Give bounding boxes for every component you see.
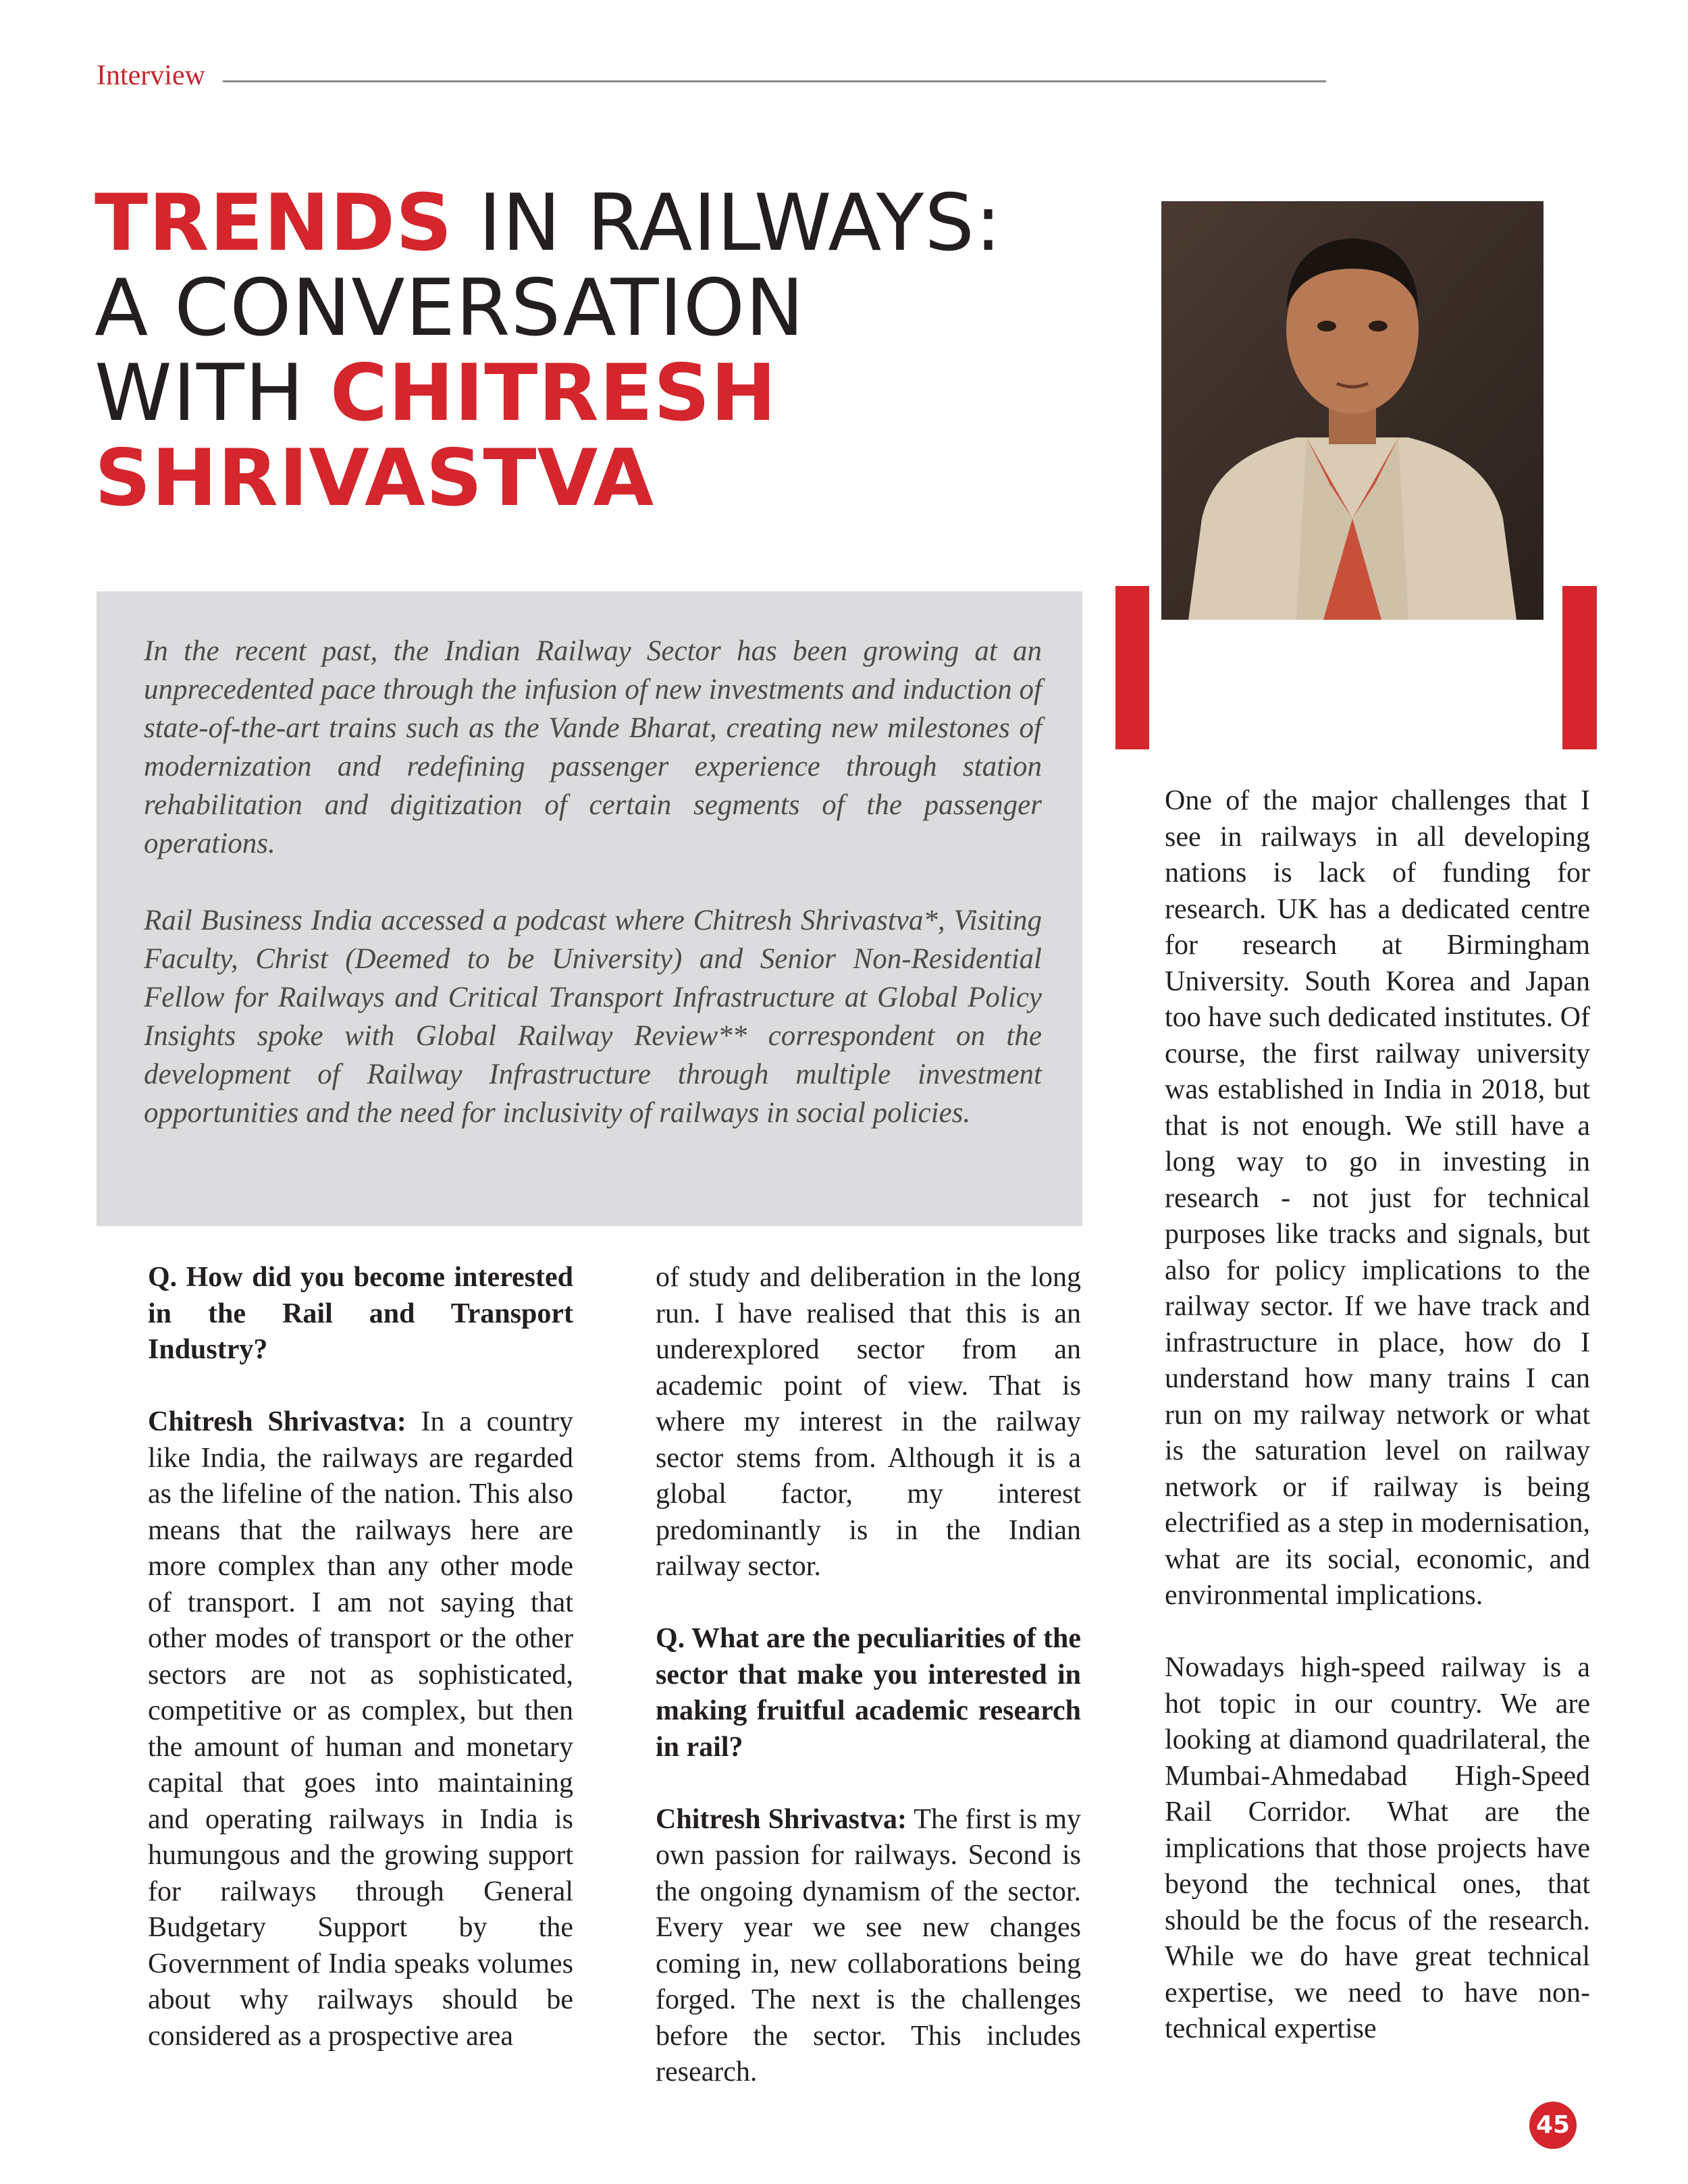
intro-paragraph-2: Rail Business India accessed a podcast where Chitresh Shrivastva*, Visiting Faculty, Christ (Deemed to be University) and Senior Non-Residential Fellow for Railways and Critical Transport Infrastructure at Global Policy Insights spoke with Global Railway Review** correspondent on the development of Railway Infrastructure through multiple investment opportunities and the need for inclusivity of railways in social policies. [144, 905, 1042, 1129]
question-1: Q. How did you become interested in the Rail and Transport Industry? [148, 1262, 573, 1365]
answer-1 [148, 1404, 573, 2054]
profile-name: CHITRESH SHRIVASTAVA [1201, 642, 1511, 668]
article-column-2 [656, 1260, 1081, 2127]
page-number: 45 [1529, 2102, 1577, 2149]
intro-box [97, 591, 1082, 1226]
title-line3-red: CHITRESH [329, 348, 777, 439]
profile-role-line1: VISITING FACULTY, [1260, 669, 1452, 692]
answer-3: Nowadays high-speed railway is a hot topic in our country. We are looking at diamond quadrilateral, the Mumbai-Ahmedabad High-Speed Rail Corridor. What are the implications that those projects have beyond the technical ones, that should be the focus of the research. While we do have great technical expertise, we need to have non-technical expertise [1165, 1652, 1590, 2044]
article-title [95, 178, 1148, 524]
article-column-3 [1165, 783, 1590, 2083]
answer-2 [656, 1802, 1081, 2091]
section-label: Interview [97, 60, 205, 91]
title-line2: A CONVERSATION [95, 263, 805, 354]
article-column-1 [148, 1260, 573, 2091]
section-rule [223, 80, 1326, 82]
answer-1-text: In a country like India, the railways are regarded as the lifeline of the nation. This also means that the railways here are more complex than any other mode of transport. I am not saying that other modes of transport or the other sectors are not as sophisticated, competitive or as complex, but then the amount of human and monetary capital that goes into maintaining and operating railways in India is humungous and the growing support for railways through General Budgetary Support by the Government of India speaks volumes about why railways should be considered as a prospective area [148, 1406, 573, 2052]
speaker-name: Chitresh Shrivastva: [148, 1406, 406, 1437]
answer-2-continued: One of the major challenges that I see in railways in all developing nations is lack of funding for research. UK has a dedicated centre for research at Birmingham University. South Korea and Japan too have such dedicated institutes. Of course, the first railway university was established in India in 2018, but that is not enough. We still have a long way to go in investing in research - not just for technical purposes like tracks and signals, but also for policy implications to the railway sector. If we have track and infrastructure in place, how do I understand how many trains I can run on my railway network or what is the saturation level on railway network or if railway is being electrified as a step in modernisation, what are its social, economic, and environmental implications. [1165, 785, 1590, 1611]
profile-role-line2: CHRIST UNIVERSITY [1252, 693, 1460, 716]
profile-caption [1115, 641, 1597, 717]
portrait-photo [1161, 201, 1544, 620]
title-line3-lead: WITH [95, 348, 330, 439]
answer-2-text: The first is my own passion for railways. Second is the ongoing dynamism of the sector. Every year we see new changes coming in, new collaborations being forged. The next is the challenges before the sector. This includes research. [656, 1803, 1081, 2087]
speaker-name: Chitresh Shrivastva: [656, 1803, 907, 1835]
question-2: Q. What are the peculiarities of the sector that make you interested in making fruitful academic research in rail? [656, 1623, 1081, 1763]
title-line1-rest: IN RAILWAYS: [452, 178, 1003, 269]
intro-paragraph-1: In the recent past, the Indian Railway Sector has been growing at an unprecedented pace through the infusion of new investments and induction of state-of-the-art trains such as the Vande Bharat, creating new milestones of modernization and redefining passenger experience through station rehabilitation and digitization of certain segments of the passenger operations. [144, 635, 1042, 859]
title-line4-red: SHRIVASTVA [95, 433, 655, 524]
answer-1-continued: of study and deliberation in the long run. I have realised that this is an underexplored sector from an academic point of view. That is where my interest in the railway sector stems from. Although it is a global factor, my interest predominantly is in the Indian railway sector. [656, 1262, 1081, 1582]
title-red-word: TRENDS [95, 178, 453, 269]
intro-text [144, 632, 1042, 1171]
